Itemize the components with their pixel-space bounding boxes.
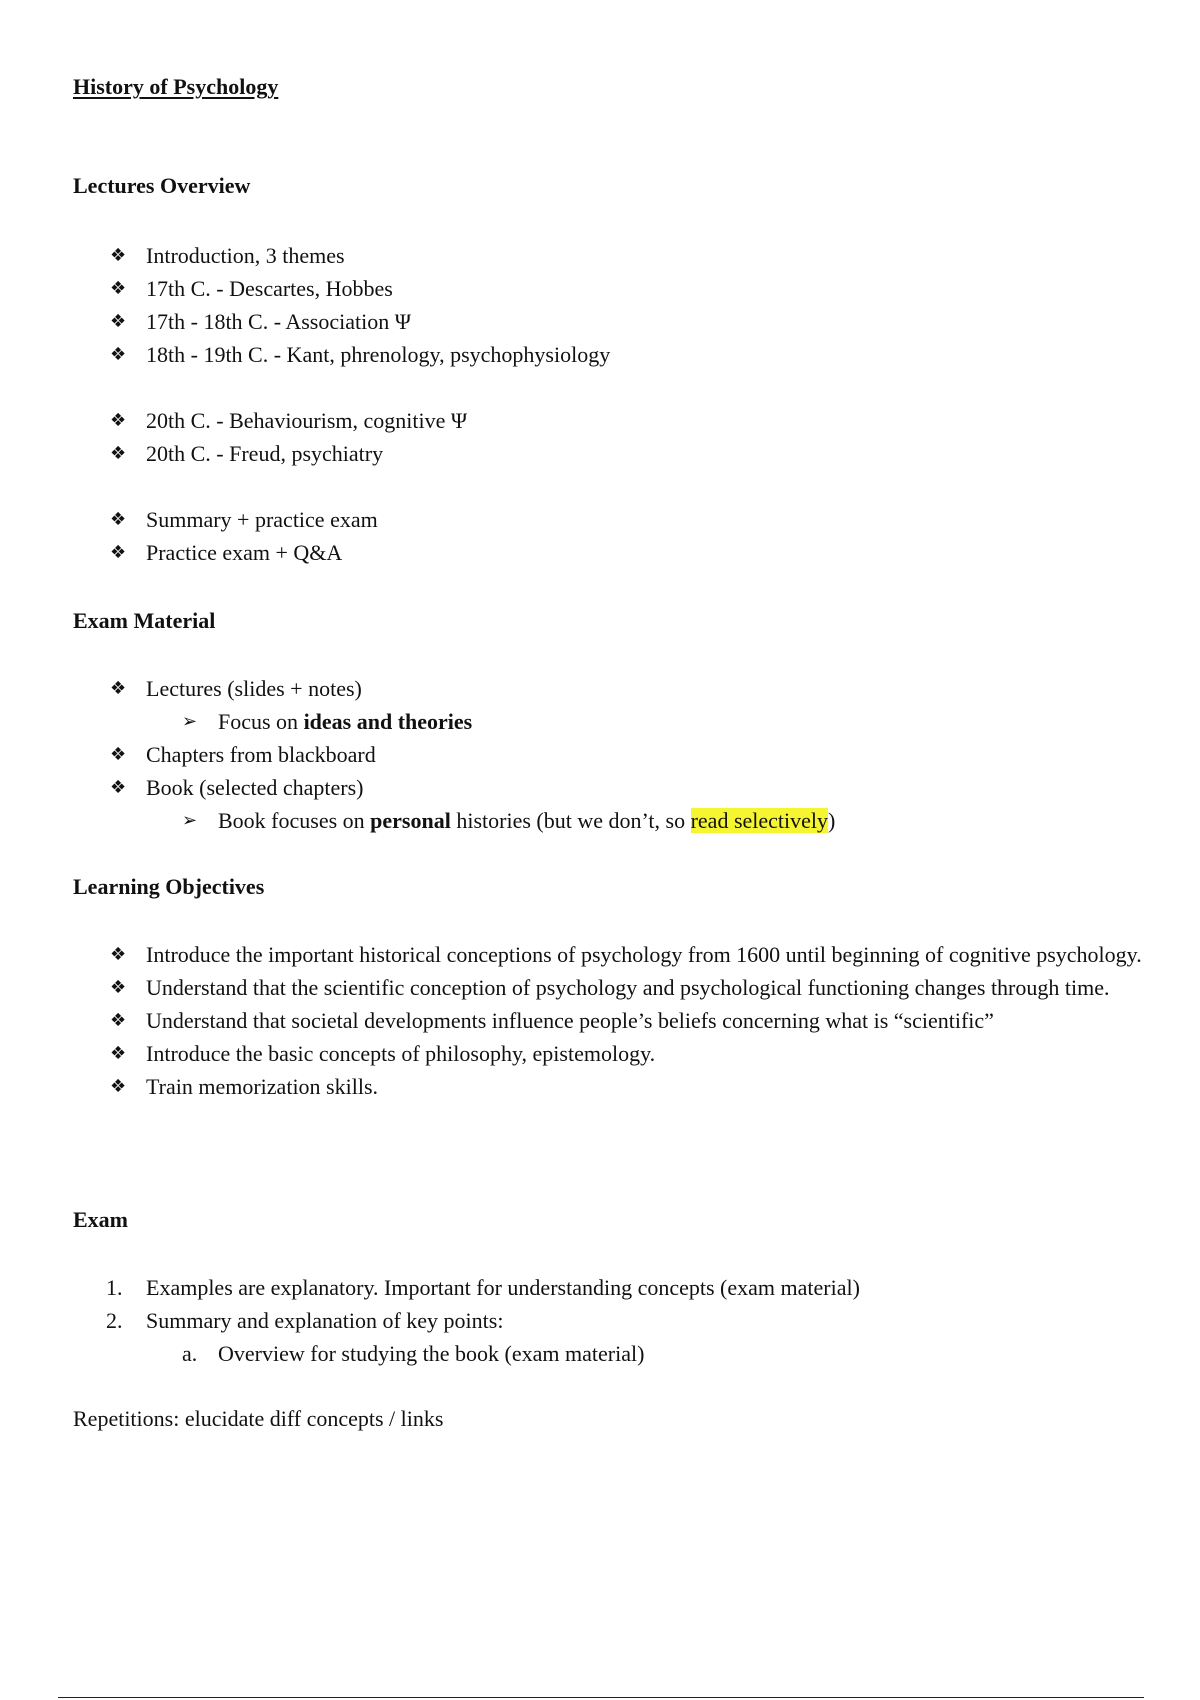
- list-item: ❖ Understand that the scientific conception of psychology and psychological functioning changes through time.: [0, 971, 1200, 1004]
- exam-list: [0, 1271, 1200, 1370]
- list-item: ❖ 17th - 18th C. - Association Ψ: [0, 305, 1200, 338]
- diamond-bullet-icon: ❖: [110, 977, 127, 998]
- page-divider: [58, 1697, 1144, 1698]
- diamond-bullet-icon: ❖: [110, 278, 127, 299]
- document-title: History of Psychology: [73, 74, 279, 99]
- exam-material-list: [0, 672, 1200, 837]
- exam-material-heading: Exam Material: [73, 608, 216, 633]
- exam-heading: Exam: [73, 1207, 128, 1232]
- list-item: ❖ Introduce the basic concepts of philosophy, epistemology.: [0, 1037, 1200, 1070]
- sub-list-item: ➢ Focus on ideas and theories: [0, 705, 1200, 738]
- list-item: 2. Summary and explanation of key points:: [106, 1308, 504, 1333]
- diamond-bullet-icon: ❖: [110, 777, 127, 798]
- diamond-bullet-icon: ❖: [110, 443, 127, 464]
- diamond-bullet-icon: ❖: [110, 542, 127, 563]
- list-spacer: [0, 371, 1200, 404]
- list-item: ❖ Introduce the important historical conceptions of psychology from 1600 until beginning of cognitive psychology.: [0, 938, 1200, 971]
- diamond-bullet-icon: ❖: [110, 944, 127, 965]
- footer-note: Repetitions: elucidate diff concepts / links: [73, 1406, 444, 1431]
- learning-objectives-heading: Learning Objectives: [73, 874, 265, 899]
- highlighted-text: read selectively: [690, 808, 829, 833]
- list-item: ❖ 17th C. - Descartes, Hobbes: [0, 272, 1200, 305]
- list-item: ❖ Book (selected chapters): [0, 771, 1200, 804]
- lectures-overview-heading: Lectures Overview: [73, 173, 251, 198]
- learning-objectives-list: [0, 938, 1200, 1103]
- list-item: ❖ Understand that societal developments influence people’s beliefs concerning what is “scientific”: [0, 1004, 1200, 1037]
- diamond-bullet-icon: ❖: [110, 744, 127, 765]
- diamond-bullet-icon: ❖: [110, 1010, 127, 1031]
- lectures-list: [0, 239, 1200, 569]
- list-item: ❖ 20th C. - Freud, psychiatry: [0, 437, 1200, 470]
- list-spacer: [0, 470, 1200, 503]
- diamond-bullet-icon: ❖: [110, 678, 127, 699]
- arrow-bullet-icon: ➢: [182, 810, 198, 831]
- diamond-bullet-icon: ❖: [110, 245, 127, 266]
- list-item: 1. Examples are explanatory. Important for understanding concepts (exam material): [106, 1275, 860, 1300]
- diamond-bullet-icon: ❖: [110, 344, 127, 365]
- diamond-bullet-icon: ❖: [110, 1076, 127, 1097]
- list-item: ❖ 18th - 19th C. - Kant, phrenology, psychophysiology: [0, 338, 1200, 371]
- arrow-bullet-icon: ➢: [182, 711, 198, 732]
- list-item: ❖ 20th C. - Behaviourism, cognitive Ψ: [0, 404, 1200, 437]
- sub-list-item: ➢ Book focuses on personal histories (but we don’t, so read selectively): [0, 804, 1200, 837]
- diamond-bullet-icon: ❖: [110, 410, 127, 431]
- list-item: ❖ Practice exam + Q&A: [0, 536, 1200, 569]
- diamond-bullet-icon: ❖: [110, 1043, 127, 1064]
- list-item: ❖ Lectures (slides + notes): [0, 672, 1200, 705]
- diamond-bullet-icon: ❖: [110, 311, 127, 332]
- sub-list-item: a. Overview for studying the book (exam material): [182, 1341, 645, 1366]
- list-item: ❖ Train memorization skills.: [0, 1070, 1200, 1103]
- list-item: ❖ Introduction, 3 themes: [0, 239, 1200, 272]
- list-item: ❖ Summary + practice exam: [0, 503, 1200, 536]
- list-item: ❖ Chapters from blackboard: [0, 738, 1200, 771]
- diamond-bullet-icon: ❖: [110, 509, 127, 530]
